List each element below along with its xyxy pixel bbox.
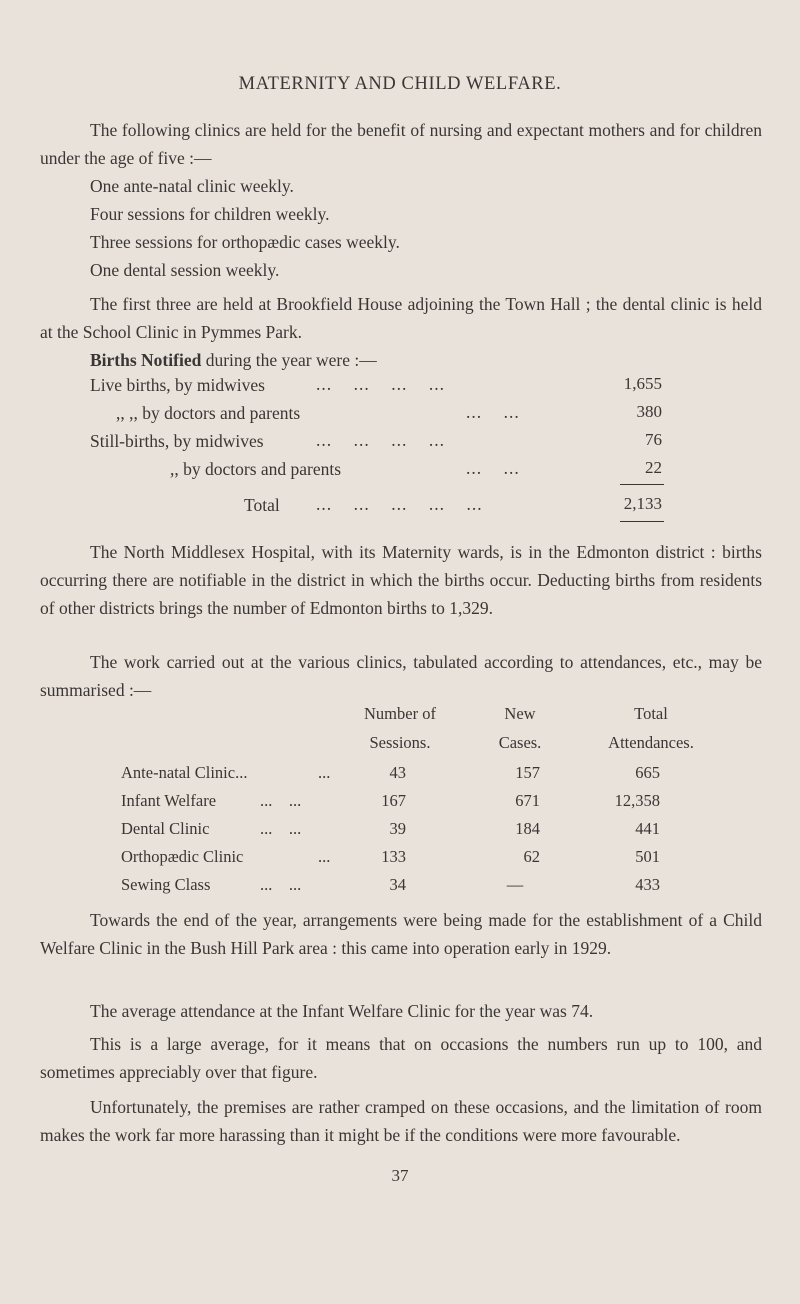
table-cell-new-cases: 157 (515, 763, 540, 782)
table-header-sessions-sub: Sessions. (369, 733, 431, 752)
table-header-attendances: Total (634, 704, 668, 723)
births-row-label: Live births, by midwives (90, 375, 265, 395)
table-cell-attendances: 665 (635, 763, 660, 782)
table-row-label: Dental Clinic (121, 819, 210, 838)
table-row-label: Ante-natal Clinic... (121, 763, 248, 782)
location-paragraph: The first three are held at Brookfield House adjoining the Town Hall ; the dental clinic is held at the School Clinic in Pymmes Park. (40, 294, 762, 342)
clinic-list-item: Four sessions for children weekly. (90, 204, 330, 224)
leader-dots: ... ... ... ... (316, 430, 445, 450)
hospital-paragraph: The North Middlesex Hospital, with its Maternity wards, is in the Edmonton district : births occurring there are notifiable in the district in which the births occur. Deducting births from residents of other districts brings the number of Edmonton births to 1,329. (40, 542, 762, 618)
table-header-new-cases: New (504, 704, 536, 723)
births-total-value: 2,133 (623, 494, 662, 513)
births-heading-bold: Births Notified (90, 350, 202, 370)
clinic-list-item: One ante-natal clinic weekly. (90, 176, 294, 196)
clinic-list-item: Three sessions for orthopædic cases weekly. (90, 232, 400, 252)
table-cell-attendances: 441 (635, 819, 660, 838)
births-row-label: ,, by doctors and parents (170, 459, 342, 479)
table-cell-sessions: 39 (389, 819, 406, 838)
table-cell-new-cases: 184 (515, 819, 540, 838)
table-cell-new-cases: 671 (515, 791, 540, 810)
leader-dots: ... ... (466, 402, 520, 422)
leader-dots: ... ... ... ... (316, 374, 445, 394)
births-row-value: 76 (645, 430, 662, 449)
page-title: MATERNITY AND CHILD WELFARE. (238, 74, 562, 94)
leader-dots: ... ... (260, 791, 302, 810)
leader-dots: ... (318, 763, 331, 782)
table-cell-attendances: 433 (635, 875, 660, 894)
table-cell-sessions: 167 (381, 791, 406, 810)
table-header-new-cases-sub: Cases. (498, 733, 542, 752)
leader-dots: ... ... (260, 875, 302, 894)
work-paragraph: The work carried out at the various clinics, tabulated according to attendances, etc., may be summarised :— (40, 652, 762, 700)
births-row-label: ,, ,, by doctors and parents (116, 403, 301, 423)
page-number: 37 (391, 1166, 409, 1185)
table-header-attendances-sub: Attendances. (608, 733, 694, 752)
table-row-label: Infant Welfare (121, 791, 217, 810)
child-welfare-paragraph: Towards the end of the year, arrangements were being made for the establishment of a Child Welfare Clinic in the Bush Hill Park area : this came into operation early in 1929. (40, 910, 762, 958)
total-rule-top (620, 484, 664, 485)
table-cell-attendances: 12,358 (614, 791, 660, 810)
table-cell-sessions: 34 (389, 875, 406, 894)
table-cell-attendances: 501 (635, 847, 660, 866)
births-row-value: 22 (645, 458, 662, 477)
total-rule-bottom (620, 521, 664, 522)
table-header-sessions: Number of (364, 704, 436, 723)
leader-dots: ... (318, 847, 331, 866)
leader-dots: ... ... (260, 819, 302, 838)
leader-dots: ... ... ... ... ... (316, 494, 483, 514)
table-cell-sessions: 133 (381, 847, 406, 866)
births-total-label: Total (244, 495, 280, 515)
births-row-value: 1,655 (623, 374, 662, 393)
table-row-label: Orthopædic Clinic (121, 847, 244, 866)
births-row-value: 380 (636, 402, 662, 421)
intro-paragraph: The following clinics are held for the benefit of nursing and expectant mothers and for children under the age of five :— (40, 120, 762, 168)
premises-paragraph: Unfortunately, the premises are rather cramped on these occasions, and the limitation of room makes the work far more harassing than it might be if the conditions were more favourable. (40, 1097, 762, 1145)
leader-dots: ... ... (466, 458, 520, 478)
table-row-label: Sewing Class (121, 875, 211, 894)
table-cell-sessions: 43 (389, 763, 406, 782)
clinic-list-item: One dental session weekly. (90, 260, 280, 280)
average-paragraph: The average attendance at the Infant Welfare Clinic for the year was 74. (90, 1001, 594, 1021)
table-cell-new-cases: 62 (523, 847, 540, 866)
births-row-label: Still-births, by midwives (90, 431, 264, 451)
large-average-paragraph: This is a large average, for it means that on occasions the numbers run up to 100, and sometimes appreciably over that figure. (40, 1034, 762, 1082)
births-heading: Births Notified during the year were :— (90, 350, 377, 370)
table-cell-new-cases: — (506, 875, 524, 894)
